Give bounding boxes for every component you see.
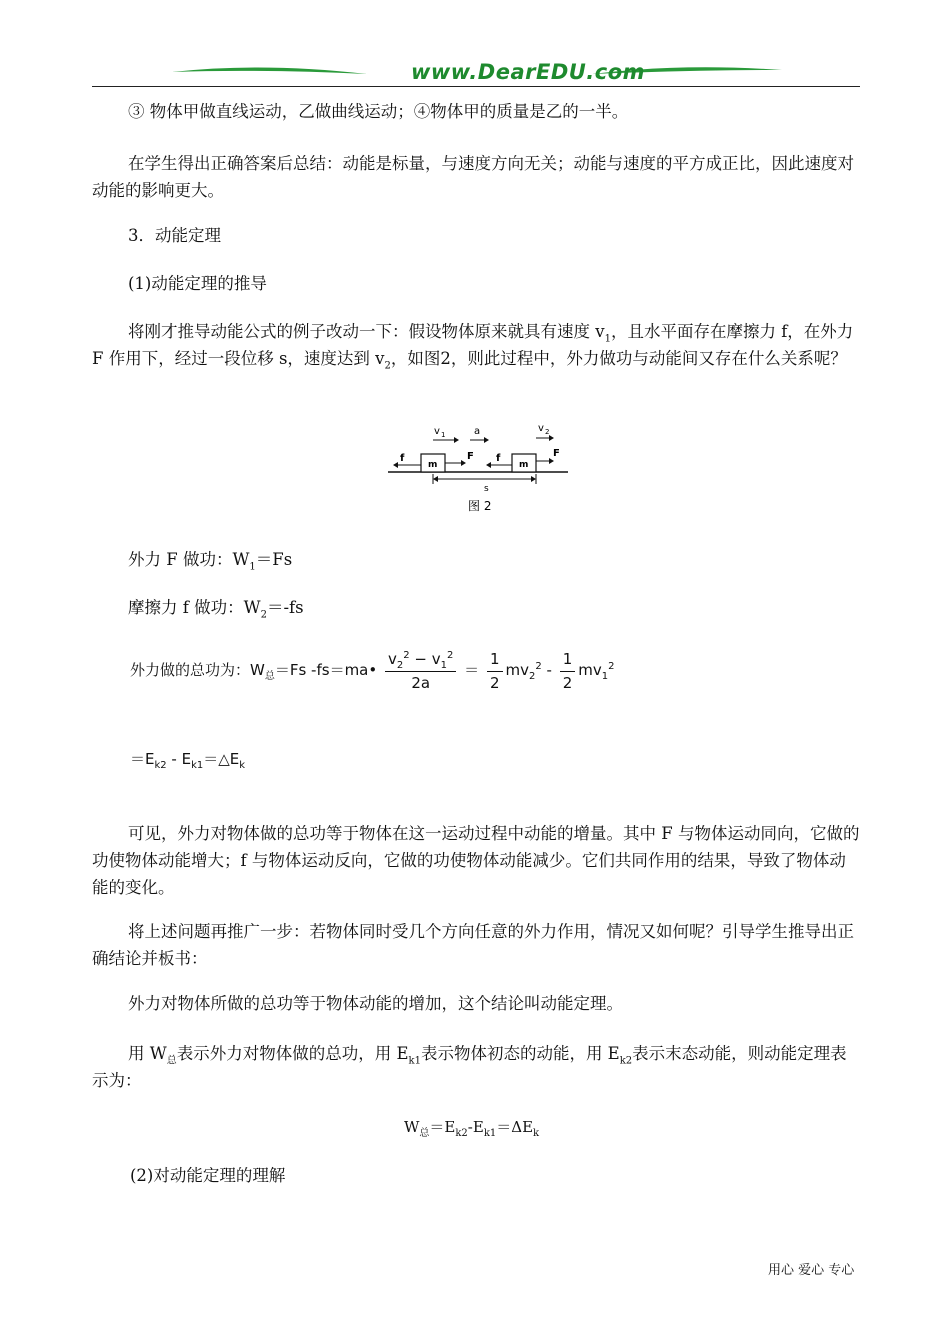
svg-text:v: v	[538, 423, 544, 434]
work-friction: 摩擦力 f 做功：$W_2=-fs$	[128, 598, 304, 621]
svg-text:a: a	[474, 426, 481, 437]
site-logo-text: www.DearEDU.com	[410, 60, 646, 84]
paragraph-answers: ③ 物体甲做直线运动，乙做曲线运动；④物体甲的质量是乙的一半。	[128, 102, 629, 121]
paragraph-summary: 在学生得出正确答案后总结：动能是标量，与速度方向无关；动能与速度的平方成正比，因此速度对动能的影响更大。	[92, 154, 854, 200]
kinetic-energy-change-equation: $=E_{k2}$ - $E_{k1}=\triangle E_k$	[130, 750, 246, 771]
half-fraction: $\frac{1}{2}$	[560, 649, 576, 693]
svg-text:图 2: 图 2	[468, 499, 492, 513]
svg-text:m: m	[428, 460, 438, 470]
svg-text:s: s	[484, 484, 489, 494]
half-fraction: $\frac{1}{2}$	[487, 649, 503, 693]
paragraph-generalize: 将上述问题再推广一步：若物体同时受几个方向任意的外力作用，情况又如何呢？引导学生推导出正确结论并板书：	[92, 922, 854, 968]
figure-2-diagram	[388, 418, 568, 520]
svg-text:m: m	[519, 460, 529, 470]
subsection-heading-understanding: (2)对动能定理的理解	[130, 1166, 286, 1185]
svg-text:F: F	[467, 451, 474, 462]
page-footer: 用心 爱心 专心	[768, 1263, 855, 1278]
block-motion-diagram	[388, 418, 568, 520]
paragraph-theorem-notation: 用 $W_总$表示外力对物体做的总功，用 $E_{k1}$表示物体初态的动能，用 $E_{k2}$表示末态动能，则动能定理表示为：	[92, 1044, 847, 1090]
subsection-heading: (1)动能定理的推导	[128, 274, 267, 293]
total-work-equation: 外力做的总功为：$W_总=Fs$ -fs＝ma• $\frac{v_2^2 - v_1^2}{2a}$ ＝ $\frac{1}{2}$ $mv_2^2$ - $\frac{1}{2}$ $mv_1^2$	[130, 649, 615, 692]
section-heading: 3．动能定理	[128, 226, 221, 245]
svg-text:F: F	[553, 448, 560, 459]
svg-text:1: 1	[441, 431, 446, 439]
paragraph-theorem-statement: 外力对物体所做的总功等于物体动能的增加，这个结论叫动能定理。	[128, 994, 623, 1013]
work-external-force: 外力 F 做功：$W_1=Fs$	[128, 550, 293, 573]
header-rule	[92, 86, 860, 87]
svg-text:f: f	[496, 453, 501, 464]
theorem-equation: $W_总=E_{k2}-E_{k1}=\Delta E_k$	[404, 1118, 540, 1139]
paragraph-derivation: 将刚才推导动能公式的例子改动一下：假设物体原来就具有速度 $v_1$，且水平面存在摩擦力 f，在外力 F 作用下，经过一段位移 s，速度达到 $v_2$，如图2，则此过程中，外力做功与动能间又存在什么关系呢？	[92, 322, 854, 372]
page-header	[92, 58, 860, 92]
paragraph-conclusion: 可见，外力对物体做的总功等于物体在这一运动过程中动能的增量。其中 F 与物体运动同向，它做的功使物体动能增大；f 与物体运动反向，它做的功使物体动能减少。它们共同作用的结果，导致了物体动能的变化。	[92, 824, 860, 897]
svg-text:v: v	[434, 426, 440, 437]
svg-text:f: f	[400, 453, 405, 464]
velocity-fraction: $\frac{v_2^2 - v_1^2}{2a}$	[385, 649, 456, 693]
svg-text:2: 2	[545, 428, 550, 436]
